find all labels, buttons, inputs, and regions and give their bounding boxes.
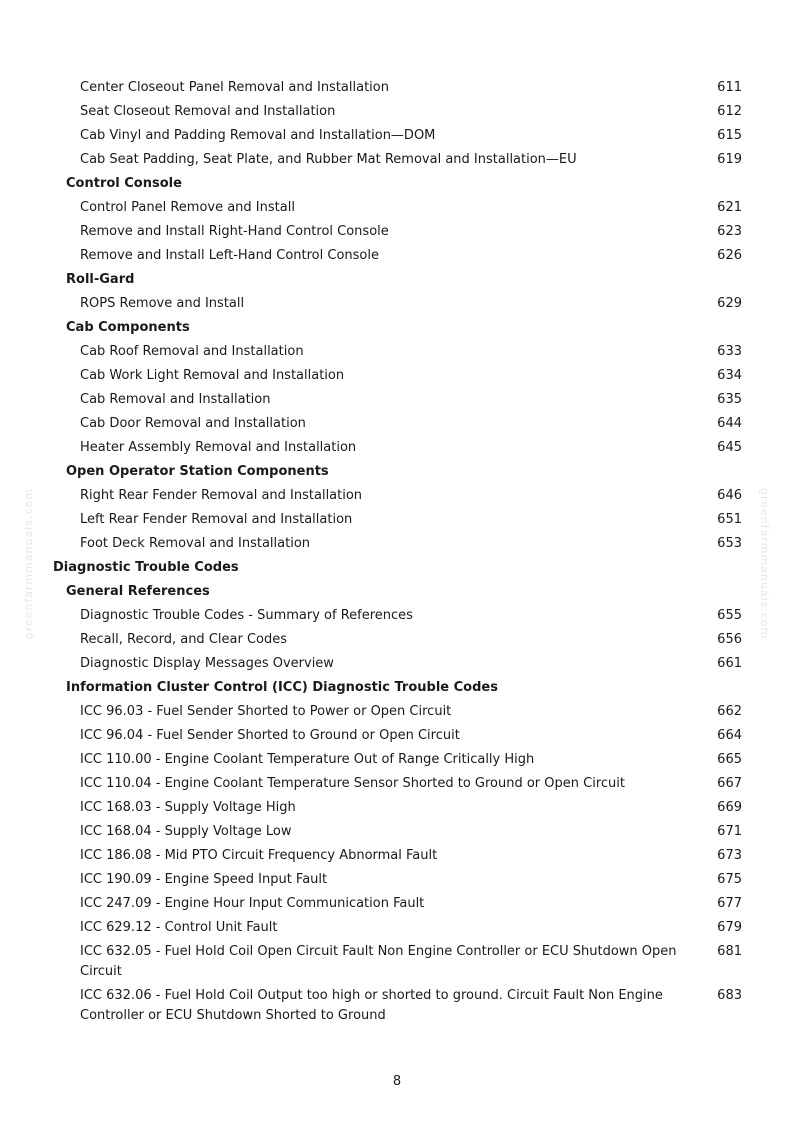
toc-entry-page-number: 621: [717, 200, 742, 215]
toc-entry[interactable]: [0, 868, 794, 892]
toc-entry-page-number: 626: [717, 248, 742, 263]
toc-entry-title: Diagnostic Trouble Codes - Summary of References: [80, 608, 413, 623]
toc-entry-title: Cab Vinyl and Padding Removal and Installation—DOM: [80, 128, 436, 143]
toc-entry-title: ICC 186.08 - Mid PTO Circuit Frequency Abnormal Fault: [80, 848, 438, 863]
toc-entry[interactable]: [0, 124, 794, 148]
toc-entry-page-number: 645: [717, 440, 742, 455]
toc-entry[interactable]: [0, 364, 794, 388]
toc-entry-title: Cab Removal and Installation: [80, 392, 271, 407]
toc-entry-page-number: 677: [717, 896, 742, 911]
toc-entry-title: Remove and Install Left-Hand Control Console: [80, 248, 379, 263]
toc-entry[interactable]: [0, 652, 794, 676]
toc-entry[interactable]: [0, 984, 794, 1028]
toc-entry-title: ROPS Remove and Install: [80, 296, 245, 311]
toc-entry-title: ICC 190.09 - Engine Speed Input Fault: [80, 872, 328, 887]
toc-entry-title: Control Panel Remove and Install: [80, 200, 295, 215]
toc-entry-title: General References: [66, 584, 210, 599]
toc-entry[interactable]: [0, 532, 794, 556]
table-of-contents: [0, 76, 794, 1028]
toc-entry-page-number: 651: [717, 512, 742, 527]
toc-entry-page-number: 615: [717, 128, 742, 143]
toc-entry-page-number: 644: [717, 416, 742, 431]
toc-entry-title: Left Rear Fender Removal and Installation: [80, 512, 353, 527]
toc-entry-title: Remove and Install Right-Hand Control Console: [80, 224, 389, 239]
watermark-left: greenfarmmanuals.com: [22, 488, 35, 640]
toc-entry[interactable]: [0, 820, 794, 844]
toc-entry-title: Cab Roof Removal and Installation: [80, 344, 304, 359]
toc-entry-page-number: 671: [717, 824, 742, 839]
toc-entry-page-number: 665: [717, 752, 742, 767]
toc-entry[interactable]: [0, 508, 794, 532]
toc-entry[interactable]: [0, 940, 794, 984]
toc-entry-page-number: 673: [717, 848, 742, 863]
toc-entry[interactable]: [0, 604, 794, 628]
toc-section-heading: [0, 316, 794, 340]
toc-entry[interactable]: [0, 244, 794, 268]
toc-entry[interactable]: [0, 436, 794, 460]
toc-entry-page-number: 655: [717, 608, 742, 623]
toc-entry-title: Roll-Gard: [66, 272, 135, 287]
toc-section-heading: [0, 580, 794, 604]
toc-entry-title: Recall, Record, and Clear Codes: [80, 632, 288, 647]
toc-entry[interactable]: [0, 76, 794, 100]
toc-entry[interactable]: [0, 724, 794, 748]
toc-entry-page-number: 656: [717, 632, 742, 647]
toc-entry[interactable]: [0, 700, 794, 724]
toc-entry-page-number: 683: [717, 988, 742, 1003]
toc-entry-page-number: 629: [717, 296, 742, 311]
toc-section-heading: [0, 268, 794, 292]
toc-entry-title: ICC 629.12 - Control Unit Fault: [80, 920, 278, 935]
toc-entry-title: ICC 110.04 - Engine Coolant Temperature Sensor Shorted to Ground or Open Circuit: [80, 776, 625, 791]
toc-entry-title: Cab Work Light Removal and Installation: [80, 368, 345, 383]
toc-entry[interactable]: [0, 100, 794, 124]
toc-entry-title: Heater Assembly Removal and Installation: [80, 440, 357, 455]
toc-entry[interactable]: [0, 892, 794, 916]
toc-entry-page-number: 635: [717, 392, 742, 407]
toc-entry-title: ICC 110.00 - Engine Coolant Temperature Out of Range Critically High: [80, 752, 535, 767]
toc-entry[interactable]: [0, 412, 794, 436]
toc-entry-page-number: 681: [717, 944, 742, 959]
toc-entry[interactable]: [0, 340, 794, 364]
toc-section-heading: [0, 172, 794, 196]
toc-entry[interactable]: [0, 844, 794, 868]
toc-entry-page-number: 611: [717, 80, 742, 95]
toc-entry[interactable]: [0, 148, 794, 172]
watermark-right: greenfarmmanuals.com: [758, 488, 771, 640]
toc-entry-title: Seat Closeout Removal and Installation: [80, 104, 336, 119]
toc-entry[interactable]: [0, 772, 794, 796]
toc-entry-title: Control Console: [66, 176, 182, 191]
toc-entry-title: Information Cluster Control (ICC) Diagnostic Trouble Codes: [66, 680, 498, 695]
toc-entry-title: ICC 247.09 - Engine Hour Input Communication Fault: [80, 896, 425, 911]
toc-entry-title: Diagnostic Display Messages Overview: [80, 656, 334, 671]
toc-entry-page-number: 669: [717, 800, 742, 815]
toc-entry[interactable]: [0, 748, 794, 772]
toc-entry-title: Foot Deck Removal and Installation: [80, 536, 311, 551]
toc-entry[interactable]: [0, 220, 794, 244]
page-number: 8: [392, 1074, 402, 1089]
toc-entry[interactable]: [0, 196, 794, 220]
toc-entry-page-number: 675: [717, 872, 742, 887]
toc-entry[interactable]: [0, 388, 794, 412]
toc-entry-page-number: 612: [717, 104, 742, 119]
toc-entry-page-number: 653: [717, 536, 742, 551]
toc-entry-title: ICC 632.06 - Fuel Hold Coil Output too high or shorted to ground. Circuit Fault Non Engine Controller or ECU Shutdown Shorted to Ground: [80, 988, 663, 1023]
toc-entry-title: ICC 96.04 - Fuel Sender Shorted to Ground or Open Circuit: [80, 728, 460, 743]
toc-entry-title: Diagnostic Trouble Codes: [53, 560, 239, 575]
toc-entry-title: Cab Seat Padding, Seat Plate, and Rubber Mat Removal and Installation—EU: [80, 152, 577, 167]
toc-section-heading: [0, 676, 794, 700]
toc-entry-page-number: 679: [717, 920, 742, 935]
toc-entry-title: ICC 96.03 - Fuel Sender Shorted to Power or Open Circuit: [80, 704, 452, 719]
toc-chapter-heading: [0, 556, 794, 580]
toc-entry-title: Open Operator Station Components: [66, 464, 329, 479]
toc-entry-title: Center Closeout Panel Removal and Installation: [80, 80, 389, 95]
toc-entry[interactable]: [0, 796, 794, 820]
toc-section-heading: [0, 460, 794, 484]
toc-entry[interactable]: [0, 292, 794, 316]
toc-entry-page-number: 619: [717, 152, 742, 167]
toc-entry-title: Cab Door Removal and Installation: [80, 416, 306, 431]
toc-entry-title: ICC 632.05 - Fuel Hold Coil Open Circuit Fault Non Engine Controller or ECU Shutdown Open Circuit: [80, 944, 677, 979]
toc-entry[interactable]: [0, 628, 794, 652]
toc-entry-page-number: 662: [717, 704, 742, 719]
toc-entry[interactable]: [0, 916, 794, 940]
toc-entry-page-number: 667: [717, 776, 742, 791]
toc-entry-page-number: 664: [717, 728, 742, 743]
toc-entry-page-number: 646: [717, 488, 742, 503]
toc-entry-title: ICC 168.04 - Supply Voltage Low: [80, 824, 292, 839]
toc-entry-title: ICC 168.03 - Supply Voltage High: [80, 800, 296, 815]
toc-entry-page-number: 633: [717, 344, 742, 359]
toc-entry-title: Right Rear Fender Removal and Installation: [80, 488, 363, 503]
toc-entry-title: Cab Components: [66, 320, 190, 335]
toc-entry-page-number: 623: [717, 224, 742, 239]
toc-entry-page-number: 661: [717, 656, 742, 671]
toc-entry-page-number: 634: [717, 368, 742, 383]
toc-entry[interactable]: [0, 484, 794, 508]
